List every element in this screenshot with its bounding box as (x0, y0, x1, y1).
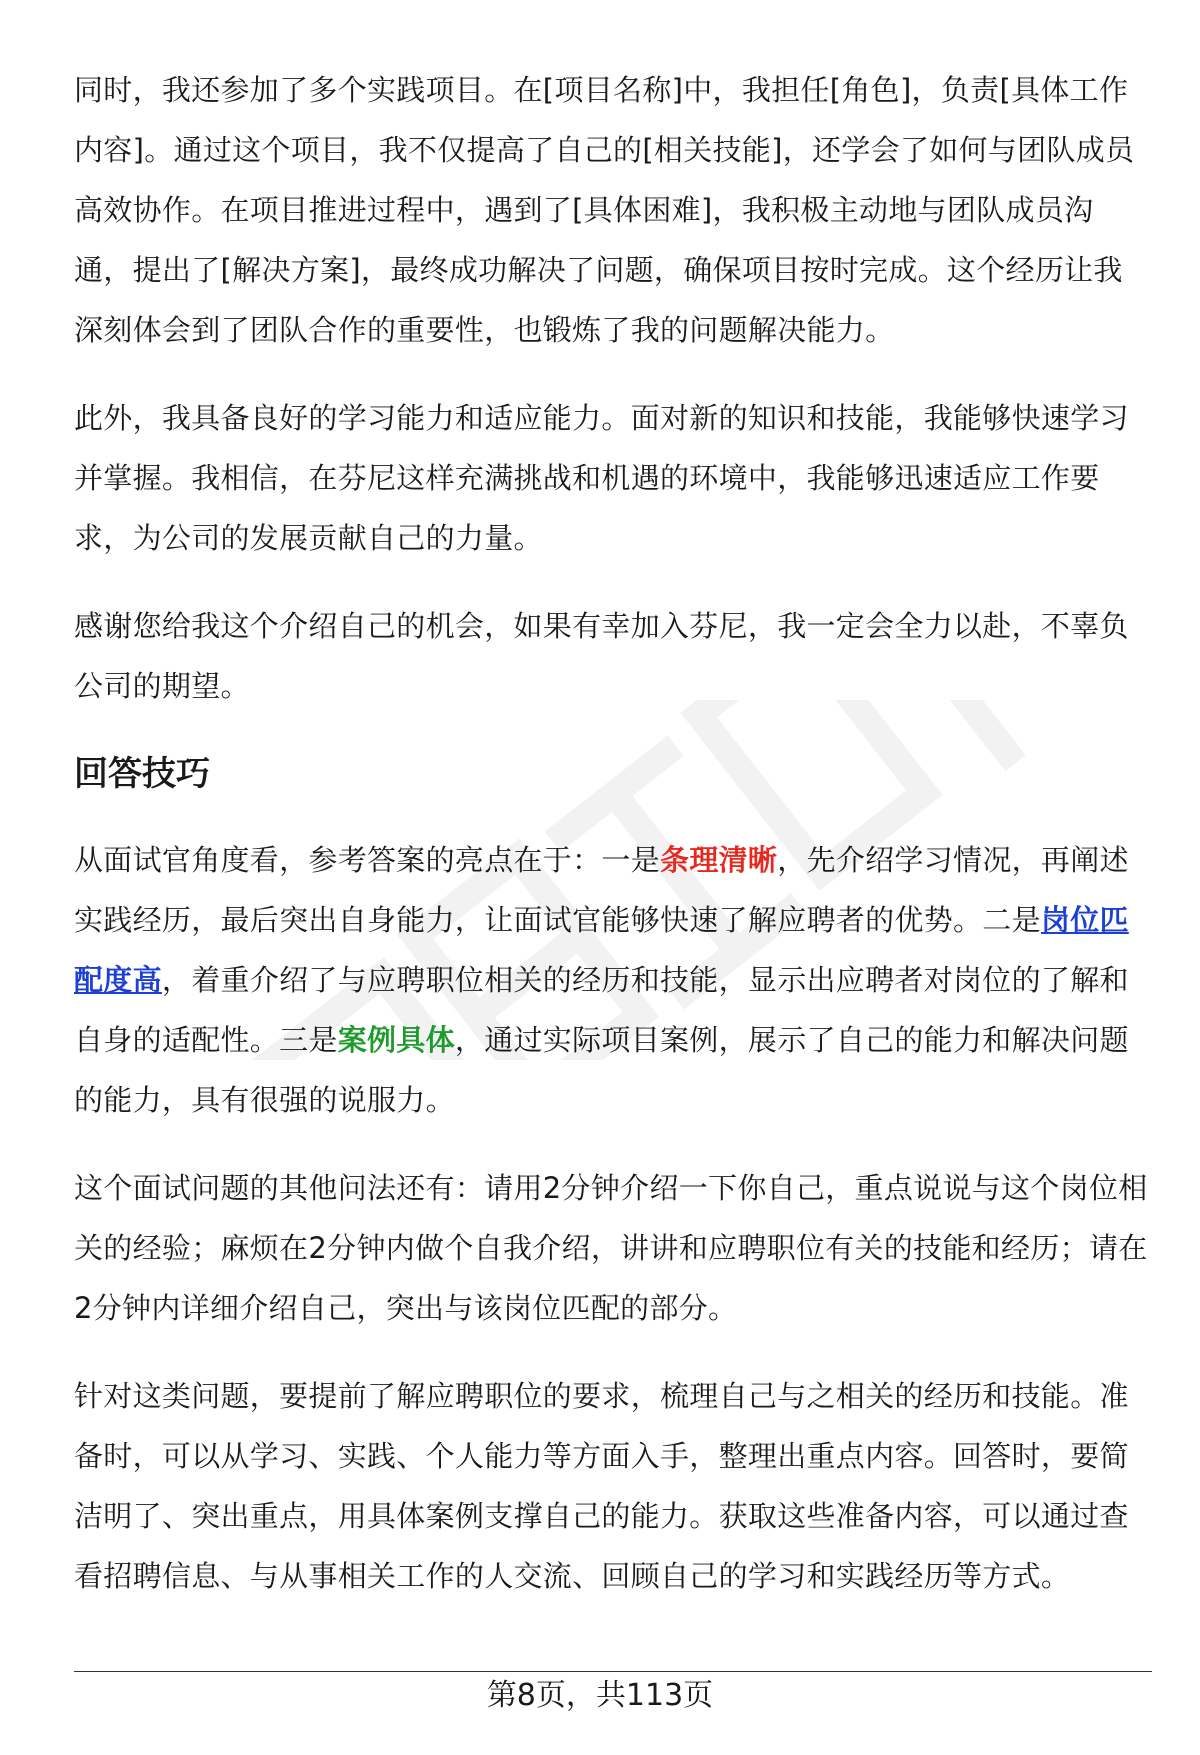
paragraph-thanks: 感谢您给我这个介绍自己的机会，如果有幸加入芬尼，我一定会全力以赴，不辜负公司的期望。 (74, 609, 1129, 703)
analysis-text-2: ，先介绍学习情况，再阐述实践经历，最后突出自身能力，让面试官能够快速了解应聘者的优势。二是 (74, 843, 1129, 937)
paragraph-alternative-questions: 这个面试问题的其他问法还有：请用2分钟介绍一下你自己，重点说说与这个岗位相关的经验；麻烦在2分钟内做个自我介绍，讲讲和应聘职位有关的技能和经历；请在2分钟内详细介绍自己，突出与该岗位匹配的部分。 (74, 1171, 1148, 1325)
highlight-organized: 条理清晰 (660, 843, 778, 877)
analysis-text-4: ，通过实际项目案例，展示了自己的能力和解决问题的能力，具有很强的说服力。 (74, 1023, 1129, 1117)
paragraph-project-experience: 同时，我还参加了多个实践项目。在[项目名称]中，我担任[角色]，负责[具体工作内容]。通过这个项目，我不仅提高了自己的[相关技能]，还学会了如何与团队成员高效协作。在项目推进过程中，遇到了[具体困难]，我积极主动地与团队成员沟通，提出了[解决方案]，最终成功解决了问题，确保项目按时完成。这个经历让我深刻体会到了团队合作的重要性，也锻炼了我的问题解决能力。 (74, 73, 1135, 347)
paragraph-preparation-tips: 针对这类问题，要提前了解应聘职位的要求，梳理自己与之相关的经历和技能。准备时，可以从学习、实践、个人能力等方面入手，整理出重点内容。回答时，要简洁明了、突出重点，用具体案例支撑自己的能力。获取这些准备内容，可以通过查看招聘信息、与从事相关工作的人交流、回顾自己的学习和实践经历等方式。 (74, 1379, 1129, 1593)
highlight-concrete-cases: 案例具体 (337, 1023, 455, 1057)
paragraph-learning-ability: 此外，我具备良好的学习能力和适应能力。面对新的知识和技能，我能够快速学习并掌握。我相信，在芬尼这样充满挑战和机遇的环境中，我能够迅速适应工作要求，为公司的发展贡献自己的力量。 (74, 401, 1129, 555)
paragraph-analysis (74, 830, 1150, 1130)
document-body (74, 60, 1150, 1634)
section-heading: 回答技巧 (74, 754, 210, 794)
footer-divider (74, 1671, 1152, 1672)
highlight-job-match: 岗位匹配度高 (74, 903, 1129, 997)
analysis-text-3: ，着重介绍了与应聘职位相关的经历和技能，显示出应聘者对岗位的了解和自身的适配性。三是 (74, 963, 1129, 1057)
analysis-text-1: 从面试官角度看，参考答案的亮点在于：一是 (74, 843, 661, 877)
page-number: 第8页，共113页 (486, 1678, 714, 1713)
